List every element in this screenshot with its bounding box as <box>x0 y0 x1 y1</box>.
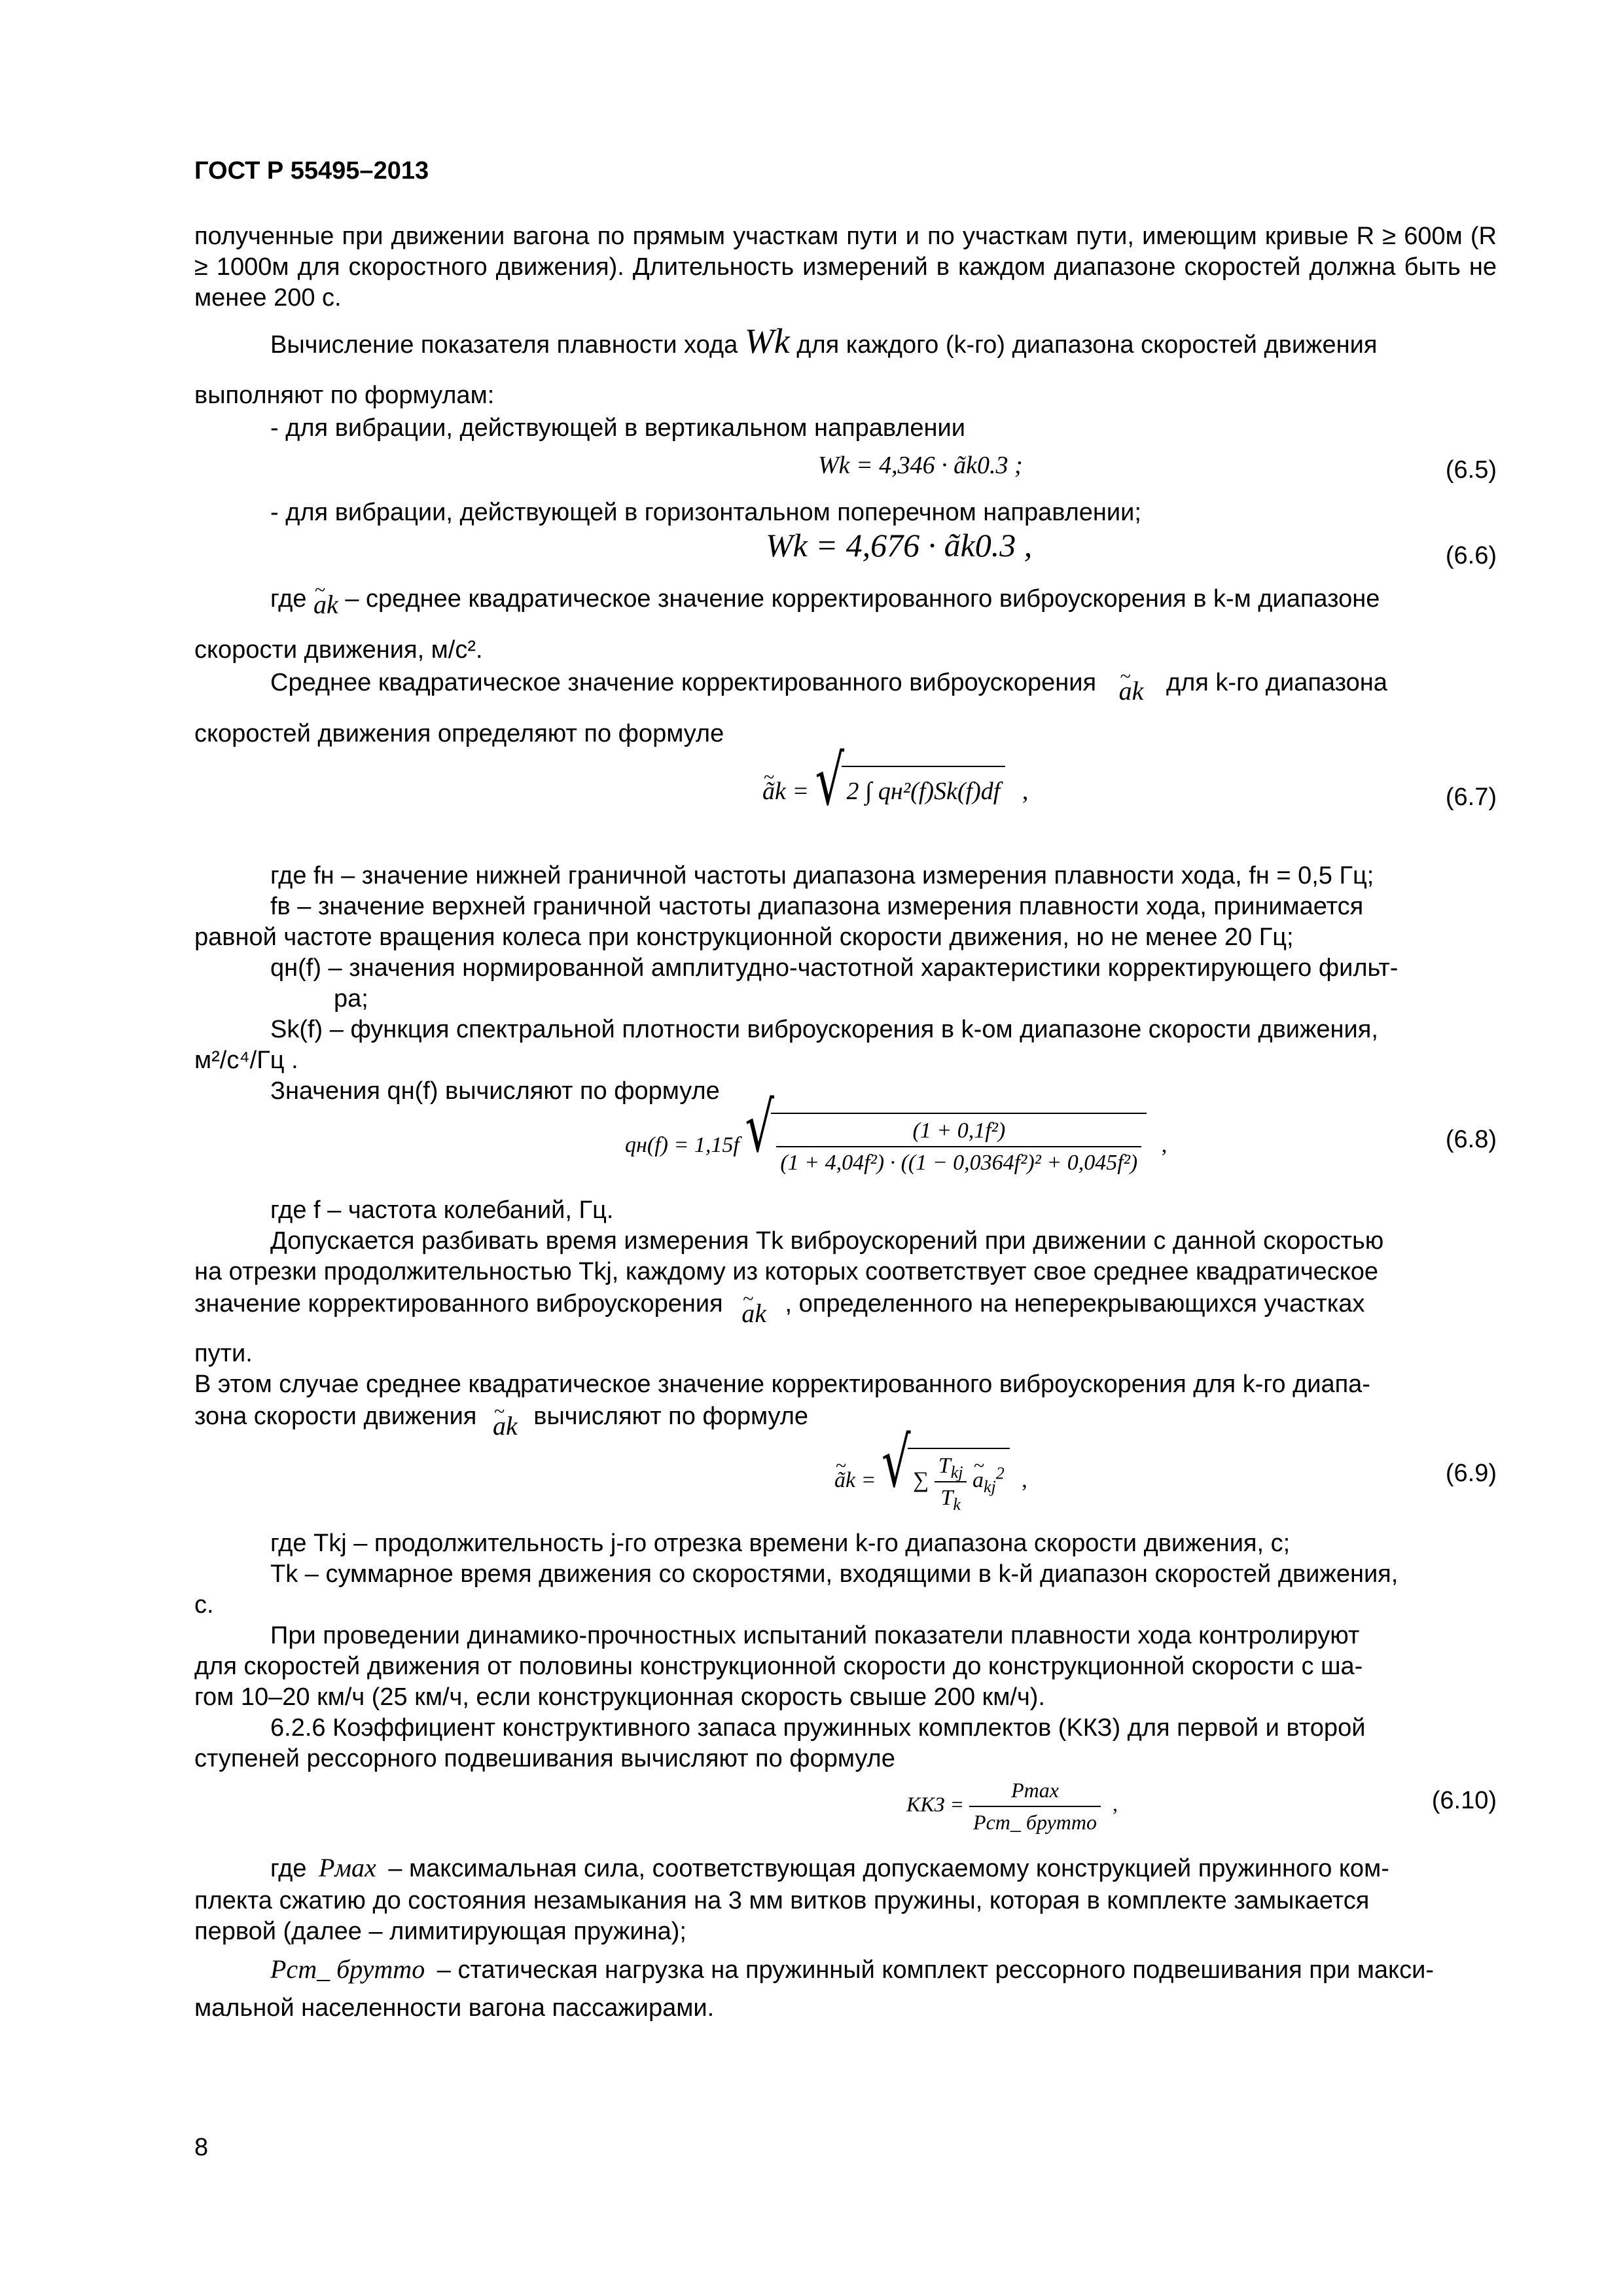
paragraph: В этом случае среднее квадратическое значение корректированного виброускорения для k-го диапа- <box>194 1371 1370 1398</box>
eq-body: 2 ∫ qн²(f)Sk(f)df <box>846 778 1001 805</box>
definition: Sk(f) – функция спектральной плотности виброускорения в k-ом диапазоне скорости движения, <box>270 1016 1378 1043</box>
paragraph-continuation <box>194 1400 1497 1441</box>
paragraph-continuation <box>194 1287 1497 1328</box>
definition-continuation: равной частоте вращения колеса при конструкционной скорости движения, но не менее 20 Гц; <box>194 924 1294 951</box>
equation-number: (6.5) <box>1445 456 1497 484</box>
paragraph <box>270 583 1497 619</box>
text: Вычисление показателя плавности хода <box>270 331 738 359</box>
page-number: 8 <box>194 2134 209 2161</box>
definition <box>270 1954 1497 1986</box>
eq-tail: , <box>1112 1792 1118 1816</box>
text: – максимальная сила, соответствующая допускаемому конструкцией пружинного ком- <box>388 1855 1389 1882</box>
eq-numerator: Pmax <box>969 1775 1101 1807</box>
paragraph-continuation: гом 10–20 км/ч (25 км/ч, если конструкционная скорость свыше 200 км/ч). <box>194 1683 1045 1711</box>
paragraph: При проведении динамико-прочностных испытаний показатели плавности хода контролируют <box>270 1622 1360 1649</box>
equation-6-7 <box>762 766 1028 807</box>
equation-number: (6.10) <box>1431 1787 1497 1814</box>
definition: qн(f) – значения нормированной амплитудно-частотной характеристики корректирующего фильт- <box>270 954 1399 982</box>
equation-6-8 <box>625 1113 1167 1178</box>
eq-fraction <box>776 1115 1141 1178</box>
symbol-wk: Wk <box>744 321 790 361</box>
equation-6-5: Wk = 4,346 · ãk0.3 ; <box>818 452 1023 479</box>
text: для k-го диапазона <box>1166 669 1387 696</box>
definition-continuation: плекта сжатию до состояния незамыкания на 3 мм витков пружины, которая в комплекте замыкается <box>194 1887 1370 1914</box>
definition-continuation: ра; <box>334 985 368 1013</box>
paragraph-continuation: на отрезки продолжительностью Tkj, каждому из которых соответствует свое среднее квадратическое <box>194 1258 1379 1285</box>
paragraph-continuation: для скоростей движения от половины конструкционной скорости до конструкционной скорости с ша- <box>194 1653 1363 1680</box>
eq-tail: , <box>1022 778 1029 805</box>
eq-lhs: ~ ãk = <box>834 1465 876 1496</box>
symbol-ak: ~ ak <box>741 1298 766 1329</box>
paragraph <box>270 321 1497 361</box>
equation-6-9 <box>834 1448 1027 1513</box>
definition-continuation: с. <box>194 1591 214 1619</box>
eq-denominator: Pст_ брутто <box>973 1810 1097 1834</box>
paragraph-continuation: выполняют по формулам: <box>194 382 495 409</box>
definition: где fн – значение нижней граничной частоты диапазона измерения плавности хода, fн = 0,5 Гц; <box>270 862 1374 889</box>
text: где <box>270 585 307 613</box>
text: вычисляют по формуле <box>533 1403 809 1430</box>
eq-sqrt <box>842 766 1006 807</box>
equation-6-10 <box>906 1775 1118 1838</box>
equation-number: (6.7) <box>1445 783 1497 811</box>
text: , определенного на неперекрывающихся участках <box>785 1290 1365 1318</box>
eq-lhs: ~ ãk = <box>762 776 809 807</box>
text: значение корректированного виброускорения <box>194 1290 723 1318</box>
text: – статическая нагрузка на пружинный комплект рессорного подвешивания при макси- <box>437 1956 1434 1984</box>
definition-continuation: мальной населенности вагона пассажирами. <box>194 1994 715 2022</box>
definition: Tk – суммарное время движения со скоростями, входящими в k-й диапазон скоростей движения, <box>270 1560 1399 1588</box>
list-item: - для вибрации, действующей в вертикальном направлении <box>270 414 965 442</box>
equation-number: (6.8) <box>1445 1126 1497 1153</box>
eq-sqrt <box>908 1448 1010 1513</box>
eq-fraction <box>935 1450 967 1513</box>
paragraph: Допускается разбивать время измерения Tk виброускорений при движении с данной скоростью <box>270 1227 1384 1255</box>
eq-term: ~ $a_{kj}^2$ <box>972 1465 1005 1496</box>
eq-tail: , <box>1161 1132 1168 1157</box>
eq-numerator: $T_{kj}$ <box>935 1450 967 1482</box>
eq-denominator: (1 + 4,04f²) · ((1 − 0,0364f²)² + 0,045f²) <box>780 1151 1138 1175</box>
definition: fв – значение верхней граничной частоты диапазона измерения плавности хода, принимается <box>270 893 1364 920</box>
symbol-ak: ~ ak <box>1119 675 1144 706</box>
symbol-ak: ~ ak <box>493 1410 518 1441</box>
definition: где f – частота колебаний, Гц. <box>270 1196 614 1224</box>
text: Среднее квадратическое значение корректированного виброускорения <box>270 669 1097 696</box>
equation-6-6: Wk = 4,676 · ãk0.3 , <box>766 527 1033 564</box>
equation-number: (6.6) <box>1445 542 1497 569</box>
eq-lhs: KКЗ = <box>906 1792 965 1816</box>
text: для каждого (k-го) диапазона скоростей движения <box>796 331 1378 359</box>
sum-sign: ∑ <box>913 1467 929 1492</box>
paragraph: полученные при движении вагона по прямым участкам пути и по участкам пути, имеющим кривые R ≥ 600м (R ≥ 1000м для скоростного движения). Длительность измерений в каждом диапазоне скоростей должна быть не менее 200 с. <box>194 223 1497 312</box>
paragraph <box>270 666 1497 706</box>
paragraph-continuation: пути. <box>194 1340 253 1367</box>
eq-denominator: $T_k$ <box>940 1486 961 1514</box>
eq-lhs: qн(f) = 1,15f <box>625 1132 740 1157</box>
eq-numerator: √ (1 + 0,1f²) <box>776 1115 1141 1147</box>
definition-continuation: м²/с⁴/Гц . <box>194 1047 298 1074</box>
eq-tail: , <box>1022 1467 1027 1492</box>
clause-6-2-6: 6.2.6 Коэффициент конструктивного запаса пружинных комплектов (KКЗ) для первой и второй <box>270 1714 1366 1742</box>
document-header: ГОСТ Р 55495–2013 <box>194 157 429 185</box>
text: зона скорости движения <box>194 1403 477 1430</box>
eq-sqrt <box>771 1113 1147 1178</box>
symbol-pst: Pст_ брутто <box>270 1954 425 1984</box>
text: – среднее квадратическое значение корректированного виброускорения в k-м диапазоне <box>345 585 1380 613</box>
eq-fraction <box>969 1775 1101 1838</box>
paragraph: Значения qн(f) вычисляют по формуле <box>270 1077 720 1105</box>
paragraph-continuation: скоростей движения определяют по формуле <box>194 720 724 747</box>
paragraph-continuation: скорости движения, м/с². <box>194 636 483 664</box>
definition: где Tkj – продолжительность j-го отрезка времени k-го диапазона скорости движения, с; <box>270 1530 1291 1557</box>
definition <box>270 1852 1497 1884</box>
symbol-pmax: Pмах <box>319 1853 376 1882</box>
definition-continuation: первой (далее – лимитирующая пружина); <box>194 1918 687 1945</box>
symbol-ak: ~ ak <box>313 589 338 620</box>
list-item: - для вибрации, действующей в горизонтальном поперечном направлении; <box>270 499 1141 526</box>
paragraph-continuation: ступеней рессорного подвешивания вычисляют по формуле <box>194 1745 895 1772</box>
equation-number: (6.9) <box>1445 1460 1497 1487</box>
text: где <box>270 1855 307 1882</box>
